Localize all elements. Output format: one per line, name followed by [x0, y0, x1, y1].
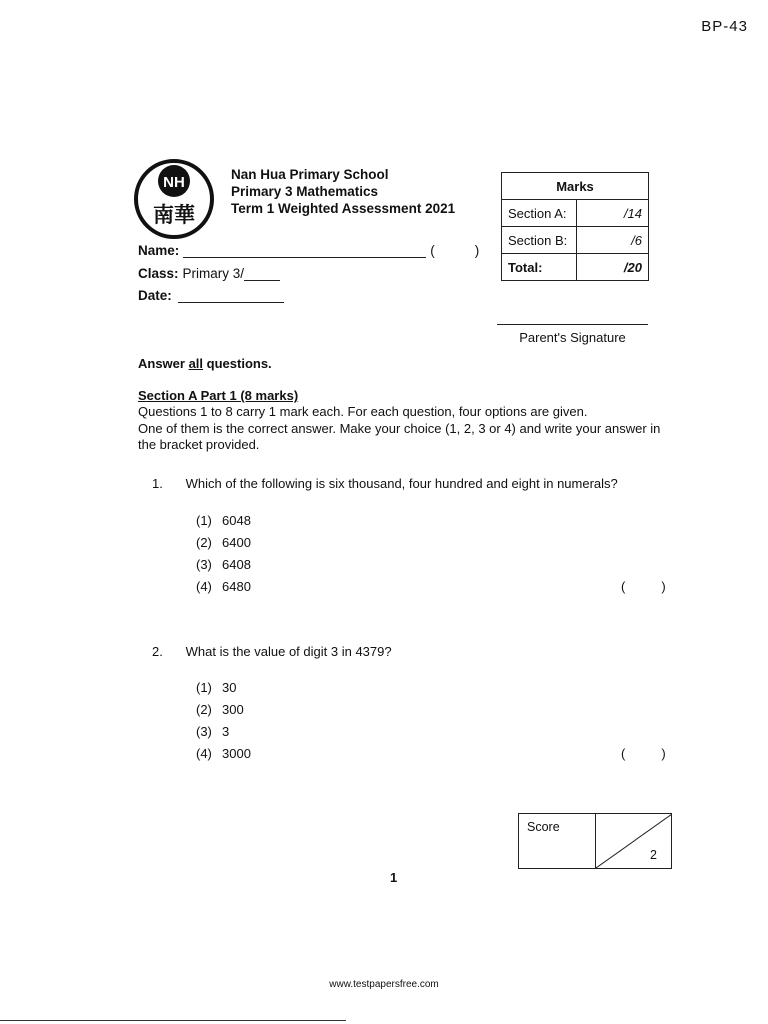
- marks-row-value: /20: [577, 254, 649, 281]
- date-label: Date:: [138, 288, 172, 303]
- answer-bracket-close: ): [661, 746, 666, 761]
- marks-row-label: Section B:: [502, 227, 577, 254]
- name-field[interactable]: [183, 245, 426, 258]
- option-label: (2): [196, 535, 212, 550]
- date-field-row: [138, 288, 284, 303]
- option: [196, 680, 236, 695]
- option: [196, 535, 251, 550]
- marks-row-value: /14: [577, 200, 649, 227]
- option-value: 300: [222, 702, 244, 717]
- option-value: 6400: [222, 535, 251, 550]
- answer-bracket[interactable]: [621, 579, 666, 594]
- footer-url: www.testpapersfree.com: [329, 979, 439, 990]
- page-number: 1: [390, 870, 398, 885]
- option-value: 6408: [222, 557, 251, 572]
- bottom-rule: [0, 1020, 346, 1021]
- signature-line[interactable]: [497, 324, 648, 325]
- name-label: Name:: [138, 243, 180, 258]
- marks-row: [502, 254, 649, 281]
- subject-title: Primary 3 Mathematics: [231, 184, 379, 199]
- option-value: 6480: [222, 579, 251, 594]
- signature-label: Parent's Signature: [519, 330, 626, 345]
- answer-bracket-close: ): [661, 579, 666, 594]
- marks-header: Marks: [502, 173, 649, 200]
- instructions-suffix: questions.: [203, 356, 272, 371]
- option: [196, 746, 251, 761]
- option-label: (2): [196, 702, 212, 717]
- answer-bracket[interactable]: [621, 746, 666, 761]
- marks-row-label: Total:: [502, 254, 577, 281]
- marks-table: [501, 172, 649, 281]
- assessment-title: Term 1 Weighted Assessment 2021: [231, 201, 456, 216]
- class-label: Class:: [138, 266, 179, 281]
- question-2: [152, 644, 392, 659]
- score-box: [518, 813, 672, 869]
- question-text: What is the value of digit 3 in 4379?: [185, 644, 392, 659]
- class-field[interactable]: [244, 268, 280, 281]
- option-label: (3): [196, 557, 212, 572]
- option-label: (3): [196, 724, 212, 739]
- question-text: Which of the following is six thousand, four hundred and eight in numerals?: [185, 476, 618, 491]
- name-field-row: [138, 243, 479, 258]
- option-value: 6048: [222, 513, 251, 528]
- question-number: 1.: [152, 476, 163, 491]
- option: [196, 579, 251, 594]
- option-value: 3: [222, 724, 230, 739]
- marks-row: [502, 200, 649, 227]
- question-1: [152, 476, 618, 491]
- logo-characters: 南華: [153, 203, 195, 227]
- name-bracket-close: ): [474, 243, 480, 258]
- school-header: [231, 166, 455, 217]
- marks-row-value: /6: [577, 227, 649, 254]
- option-value: 3000: [222, 746, 251, 761]
- question-number: 2.: [152, 644, 163, 659]
- option-label: (4): [196, 746, 212, 761]
- option: [196, 724, 229, 739]
- section-title: Section A Part 1 (8 marks): [138, 388, 299, 403]
- option: [196, 513, 251, 528]
- school-logo: [133, 158, 215, 240]
- class-field-row: [138, 266, 280, 281]
- option-value: 30: [222, 680, 237, 695]
- name-bracket-open: (: [430, 243, 435, 258]
- date-field[interactable]: [178, 290, 284, 303]
- instructions-emphasis: all: [188, 356, 204, 371]
- instructions: [138, 356, 272, 371]
- option-label: (4): [196, 579, 212, 594]
- logo-initials: NH: [163, 174, 185, 191]
- marks-row-label: Section A:: [502, 200, 577, 227]
- option: [196, 702, 244, 717]
- section-description: Questions 1 to 8 carry 1 mark each. For each question, four options are given. One of them is the correct answer. Make your choice (1, 2, 3 or 4) and write your answer in the bracket provided.: [138, 404, 661, 452]
- score-label: Score: [527, 820, 560, 834]
- answer-bracket-open: (: [621, 579, 626, 594]
- score-max: 2: [650, 848, 657, 862]
- marks-row: [502, 227, 649, 254]
- answer-bracket-open: (: [621, 746, 626, 761]
- option-label: (1): [196, 513, 212, 528]
- option: [196, 557, 251, 572]
- class-value: Primary 3/: [182, 266, 245, 281]
- school-name: Nan Hua Primary School: [231, 167, 389, 182]
- option-label: (1): [196, 680, 212, 695]
- instructions-prefix: Answer: [138, 356, 189, 371]
- page-code: BP-43: [701, 18, 748, 35]
- score-diagonal: [596, 814, 672, 868]
